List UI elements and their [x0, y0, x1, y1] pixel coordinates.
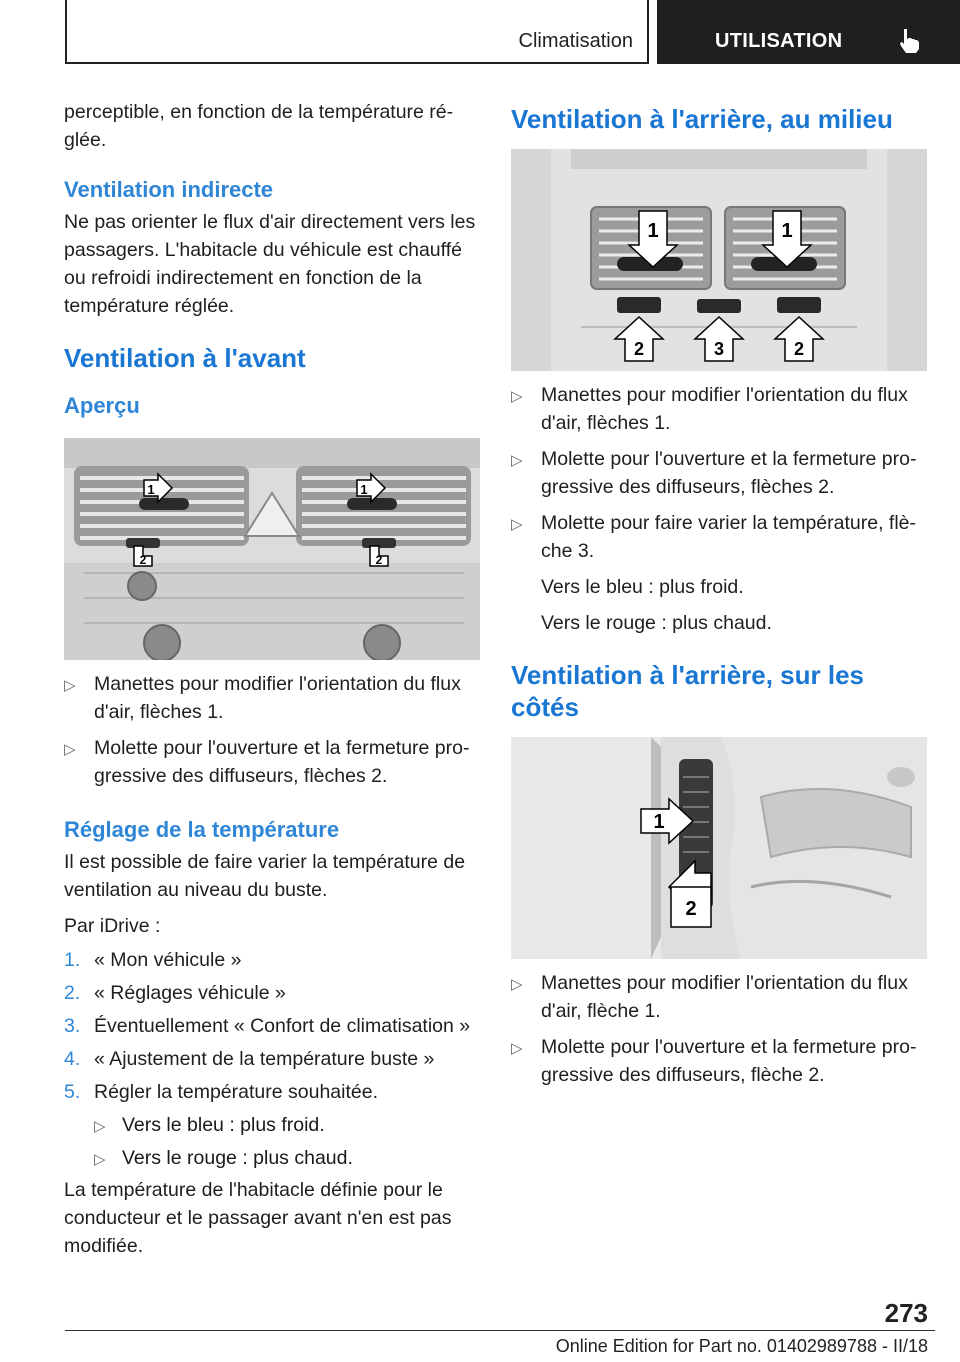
- indirect-text: Ne pas orienter le flux d'air directement vers les passagers. L'habitacle du véhicule est chauffé ou refroidi indirectement en fonction de la température réglée.: [64, 211, 476, 317]
- triangle-bullet-icon: ▷: [94, 1118, 106, 1135]
- list-item: ▷ Manettes pour modifier l'orientation du flux d'air, flèches 1.: [64, 673, 461, 723]
- triangle-bullet-icon: ▷: [64, 677, 76, 694]
- idrive-label: Par iDrive :: [64, 915, 161, 937]
- heading-arriere-cotes: Ventilation à l'arrière, sur les côtés: [511, 660, 865, 722]
- heading-ventilation-avant: Ventilation à l'avant: [64, 343, 306, 373]
- hand-pointer-icon: [895, 26, 923, 54]
- triangle-bullet-icon: ▷: [511, 1040, 523, 1057]
- left-column: [64, 98, 482, 1260]
- svg-text:1: 1: [653, 811, 665, 833]
- triangle-bullet-icon: ▷: [64, 741, 76, 758]
- rear-center-vents-figure: [511, 149, 927, 371]
- heading-arriere-milieu: Ventilation à l'arrière, au milieu: [511, 104, 893, 134]
- list-item: ▷ Vers le rouge : plus chaud.: [94, 1144, 482, 1172]
- svg-text:1: 1: [360, 482, 368, 497]
- svg-text:3: 3: [713, 339, 725, 359]
- heading-reglage-temperature: Réglage de la température: [64, 817, 340, 842]
- triangle-bullet-icon: ▷: [511, 388, 523, 405]
- intro-text: perceptible, en fonction de la température réglée.: [64, 101, 454, 151]
- svg-text:2: 2: [685, 898, 697, 920]
- rear-red-note: Vers le rouge : plus chaud.: [541, 612, 772, 634]
- front-vents-list: [64, 670, 482, 790]
- list-item: ▷ Molette pour faire varier la température, flèche 3.: [511, 512, 917, 562]
- step-item: 5. Régler la température souhaitée.: [64, 1081, 378, 1103]
- svg-text:1: 1: [781, 220, 793, 242]
- temp-text: Il est possible de faire varier la température de ventilation au niveau du buste.: [64, 851, 466, 901]
- heading-apercu: Aperçu: [64, 393, 140, 418]
- list-item: ▷ Molette pour l'ouverture et la fermeture progressive des diffuseurs, flèches 2.: [511, 448, 917, 498]
- svg-text:2: 2: [139, 553, 147, 567]
- edition-note: Online Edition for Part no. 01402989788 - II/18: [555, 1336, 928, 1356]
- svg-text:2: 2: [793, 339, 805, 359]
- page-number: 273: [884, 1298, 928, 1328]
- chapter-label: UTILISATION: [715, 30, 843, 52]
- step-item: 3. Éventuellement « Confort de climatisation »: [64, 1015, 471, 1037]
- rear-blue-note: Vers le bleu : plus froid.: [541, 576, 744, 598]
- svg-text:1: 1: [647, 220, 659, 242]
- section-title: Climatisation: [518, 30, 633, 52]
- triangle-bullet-icon: ▷: [511, 976, 523, 993]
- list-item: ▷ Molette pour l'ouverture et la fermeture progressive des diffuseurs, flèche 2.: [511, 1036, 917, 1086]
- idrive-steps: [64, 946, 482, 1106]
- triangle-bullet-icon: ▷: [511, 452, 523, 469]
- svg-text:1: 1: [147, 482, 155, 497]
- temp-note: La température de l'habitacle définie pour le conducteur et le passager avant n'en est pas modifiée.: [64, 1179, 452, 1257]
- rear-center-list: [511, 381, 931, 565]
- heading-ventilation-indirecte: Ventilation indirecte: [64, 177, 274, 202]
- list-item: ▷ Manettes pour modifier l'orientation du flux d'air, flèche 1.: [511, 972, 908, 1022]
- step-item: 2. « Réglages véhicule »: [64, 982, 286, 1004]
- svg-text:2: 2: [633, 339, 645, 359]
- right-column: [511, 98, 931, 1089]
- triangle-bullet-icon: ▷: [511, 516, 523, 533]
- list-item: ▷ Vers le bleu : plus froid.: [94, 1111, 482, 1139]
- header-frame: [65, 0, 649, 64]
- step-item: 4. « Ajustement de la température buste »: [64, 1048, 435, 1070]
- triangle-bullet-icon: ▷: [94, 1151, 106, 1168]
- svg-text:2: 2: [375, 553, 383, 567]
- rear-side-vents-figure: [511, 737, 927, 959]
- list-item: ▷ Manettes pour modifier l'orientation du flux d'air, flèches 1.: [511, 384, 908, 434]
- rear-side-list: [511, 969, 931, 1089]
- front-vents-figure: [64, 438, 480, 660]
- idrive-substeps: [64, 1111, 482, 1172]
- step-item: 1. « Mon véhicule »: [64, 949, 242, 971]
- chapter-tab[interactable]: [657, 0, 960, 64]
- footer-divider: [65, 1330, 935, 1331]
- list-item: ▷ Molette pour l'ouverture et la fermeture progressive des diffuseurs, flèches 2.: [64, 737, 470, 787]
